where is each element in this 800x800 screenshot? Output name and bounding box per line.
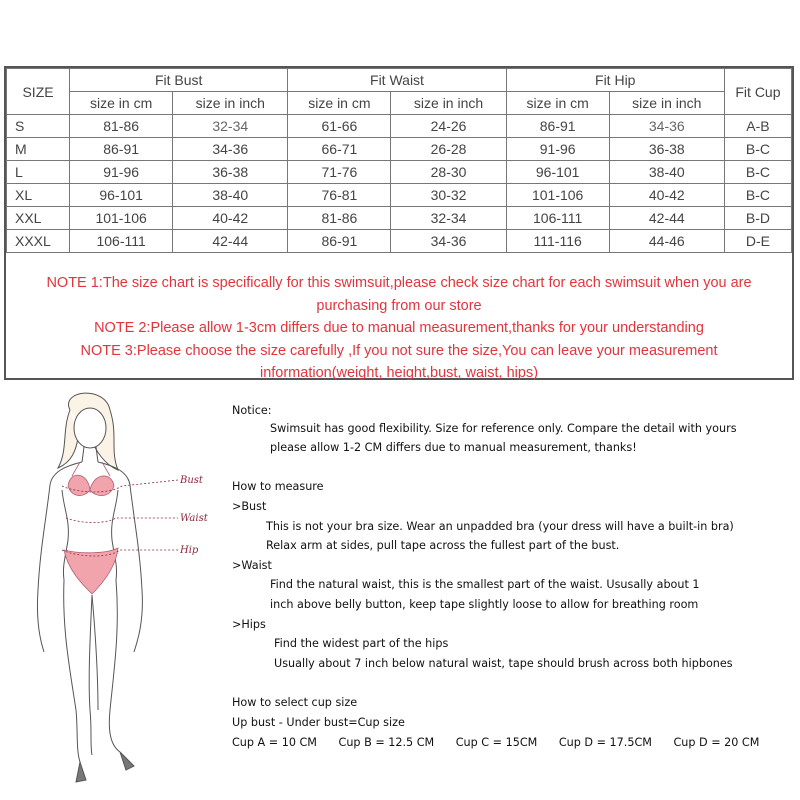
notes-section [6,272,792,385]
bust-cm-cell: 106-111 [70,230,173,253]
hip-cm-cell: 86-91 [506,115,609,138]
cup-size-list [232,736,777,749]
cup-size-item: Cup C = 15CM [455,736,538,749]
table-row [7,115,792,138]
hip-inch-cell: 42-44 [609,207,724,230]
unit-header: size in inch [391,92,506,115]
size-cell: XXL [7,207,70,230]
note-1: NOTE 1:The size chart is specifically for this swimsuit,please check size chart for each swimsuit when you are [46,275,752,291]
size-cell: L [7,161,70,184]
unit-header: size in cm [506,92,609,115]
table-row [7,230,792,253]
hip-inch-cell: 44-46 [609,230,724,253]
bust-inch-cell: 38-40 [173,184,288,207]
waist-inch-cell: 30-32 [391,184,506,207]
cup-size-item: Cup B = 12.5 CM [338,736,435,749]
cup-cell: D-E [724,230,791,253]
unit-header: size in cm [288,92,391,115]
waist-cm-cell: 71-76 [288,161,391,184]
bust-inch-cell: 34-36 [173,138,288,161]
swimsuit-top [68,462,114,496]
cup-size-item: Cup D = 20 CM [673,736,760,749]
waist-line-2: inch above belly button, keep tape slightly loose to allow for breathing room [270,598,699,611]
size-cell: M [7,138,70,161]
measurement-figure [10,390,220,790]
fit-cup-header: Fit Cup [724,69,791,115]
bust-line-2: Relax arm at sides, pull tape across the fullest part of the bust. [266,539,620,552]
cup-formula: Up bust - Under bust=Cup size [232,716,405,729]
bust-inch-cell: 40-42 [173,207,288,230]
hips-title: >Hips [232,618,266,631]
size-cell: S [7,115,70,138]
waist-cm-cell: 61-66 [288,115,391,138]
size-cell: XXXL [7,230,70,253]
cup-cell: B-D [724,207,791,230]
hip-cm-cell: 101-106 [506,184,609,207]
hip-inch-cell: 36-38 [609,138,724,161]
hip-cm-cell: 91-96 [506,138,609,161]
waist-line-1: Find the natural waist, this is the smallest part of the waist. Ususally about 1 [270,578,700,591]
waist-cm-cell: 86-91 [288,230,391,253]
bust-inch-cell: 36-38 [173,161,288,184]
size-table [6,68,792,253]
waist-cm-cell: 66-71 [288,138,391,161]
bust-title: >Bust [232,500,267,513]
cup-cell: B-C [724,161,791,184]
cup-size-item: Cup D = 17.5CM [558,736,652,749]
cup-cell: B-C [724,138,791,161]
waist-title: >Waist [232,559,272,572]
table-row [7,207,792,230]
fit-bust-header: Fit Bust [70,69,288,92]
woman-figure-illustration [10,390,220,790]
fit-waist-header: Fit Waist [288,69,506,92]
cup-size-item: Cup A = 10 CM [232,736,317,749]
hip-cm-cell: 111-116 [506,230,609,253]
hip-inch-cell: 40-42 [609,184,724,207]
unit-header: size in cm [70,92,173,115]
table-row [7,161,792,184]
notice-line-1: Swimsuit has good flexibility. Size for reference only. Compare the detail with yours [270,422,737,435]
hip-cm-cell: 106-111 [506,207,609,230]
how-to-measure-title: How to measure [232,480,324,493]
cup-title: How to select cup size [232,696,358,709]
hip-inch-cell: 34-36 [609,115,724,138]
bust-cm-cell: 96-101 [70,184,173,207]
note-3: NOTE 3:Please choose the size carefully ,If you not sure the size,You can leave your measurement [80,342,718,359]
hips-line-2: Usually about 7 inch below natural waist, tape should brush across both hipbones [274,657,733,670]
bust-cm-cell: 86-91 [70,138,173,161]
table-row [7,138,792,161]
waist-inch-cell: 34-36 [391,230,506,253]
bust-cm-cell: 101-106 [70,207,173,230]
hip-label: Hip [180,545,199,556]
bust-cm-cell: 91-96 [70,161,173,184]
bust-inch-cell: 32-34 [173,115,288,138]
hip-cm-cell: 96-101 [506,161,609,184]
notice-line-2: please allow 1-2 CM differs due to manual measurement, thanks! [270,441,637,454]
unit-header: size in inch [609,92,724,115]
note-3-cont: information(weight, height,bust, waist, hips) [259,365,539,381]
waist-cm-cell: 76-81 [288,184,391,207]
waist-label: Waist [180,513,208,524]
hips-line-1: Find the widest part of the hips [274,637,449,650]
fit-hip-header: Fit Hip [506,69,724,92]
size-cell: XL [7,184,70,207]
waist-inch-cell: 24-26 [391,115,506,138]
hip-inch-cell: 38-40 [609,161,724,184]
bust-inch-cell: 42-44 [173,230,288,253]
bust-line-1: This is not your bra size. Wear an unpadded bra (your dress will have a built-in bra) [266,520,734,533]
notice-title: Notice: [232,404,272,417]
table-row [7,184,792,207]
size-chart-box [4,66,794,380]
unit-header: size in inch [173,92,288,115]
note-1-cont: purchasing from our store [316,297,482,314]
waist-inch-cell: 26-28 [391,138,506,161]
swimsuit-bottom [64,548,118,594]
waist-inch-cell: 28-30 [391,161,506,184]
bust-cm-cell: 81-86 [70,115,173,138]
cup-cell: B-C [724,184,791,207]
cup-cell: A-B [724,115,791,138]
waist-inch-cell: 32-34 [391,207,506,230]
size-header: SIZE [7,69,70,115]
waist-cm-cell: 81-86 [288,207,391,230]
bust-label: Bust [180,475,203,486]
note-2: NOTE 2:Please allow 1-3cm differs due to manual measurement,thanks for your understanding [94,320,704,336]
